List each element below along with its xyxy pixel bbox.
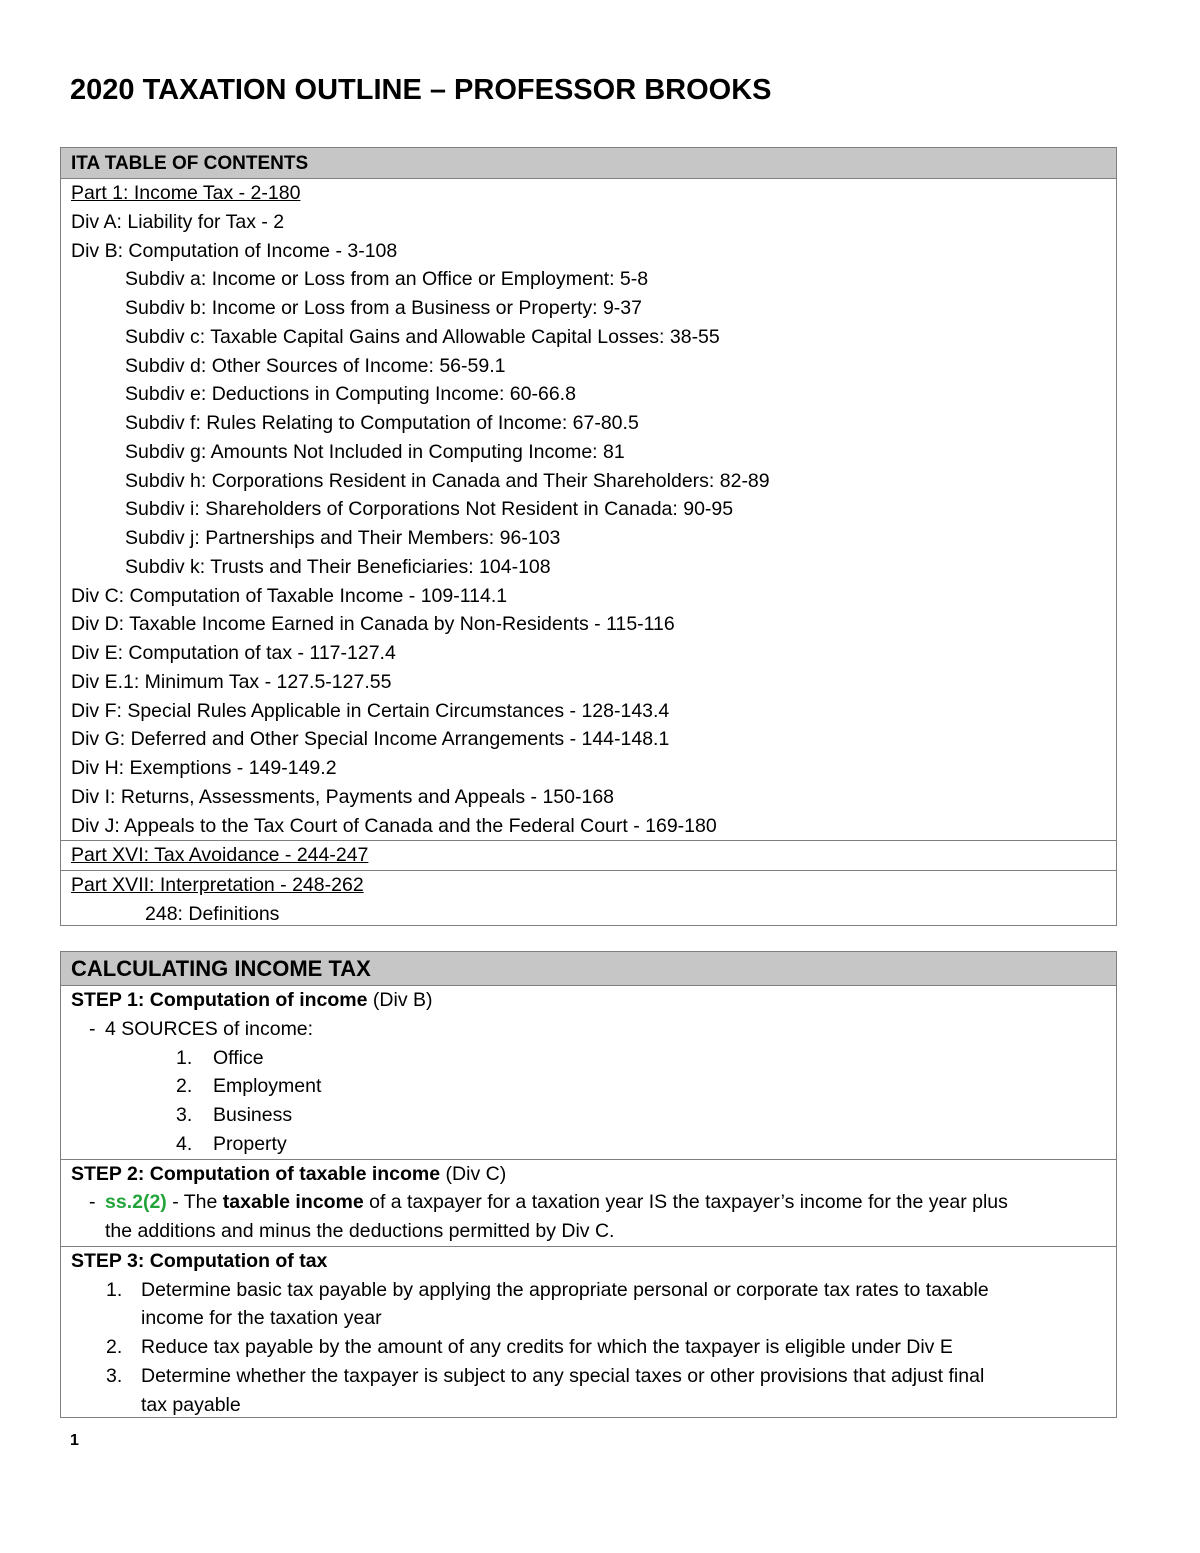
- toc-div-g: Div G: Deferred and Other Special Income Arrangements - 144-148.1: [71, 728, 670, 751]
- toc-part1-heading: Part 1: Income Tax - 2-180: [71, 182, 301, 204]
- list-number: 1.: [106, 1278, 123, 1301]
- step3-title: STEP 3: Computation of tax: [71, 1249, 328, 1272]
- toc-div-d: Div D: Taxable Income Earned in Canada by Non-Residents - 115-116: [71, 613, 675, 636]
- step2-text-b: of a taxpayer for a taxation year IS the taxpayer’s income for the year plus: [363, 1191, 1008, 1214]
- list-item: [61, 1276, 1116, 1305]
- list-number: 3.: [176, 1104, 193, 1126]
- list-text: Employment: [213, 1075, 322, 1098]
- list-text: Determine whether the taxpayer is subject to any special taxes or other provisions that adjust final: [141, 1364, 985, 1387]
- list-item: [61, 1044, 1116, 1073]
- list-item: [61, 1101, 1116, 1130]
- toc-subdiv-j: Subdiv j: Partnerships and Their Members: 96-103: [125, 527, 561, 549]
- toc-subdiv-b: Subdiv b: Income or Loss from a Business or Property: 9-37: [125, 297, 642, 319]
- dash-bullet: -: [89, 1017, 96, 1040]
- step2-section: [61, 1160, 1116, 1247]
- toc-header: ITA TABLE OF CONTENTS: [61, 148, 1116, 179]
- toc-subdiv-f: Subdiv f: Rules Relating to Computation of Income: 67-80.5: [125, 412, 639, 434]
- list-number: 1.: [176, 1046, 193, 1069]
- toc-definitions: 248: Definitions: [145, 902, 280, 925]
- toc-part17-section: [61, 871, 1116, 929]
- step2-heading: [61, 1160, 1116, 1189]
- toc-div-h: Div H: Exemptions - 149-149.2: [71, 757, 337, 779]
- toc-subdiv-e: Subdiv e: Deductions in Computing Income: 60-66.8: [125, 383, 576, 406]
- list-number: 3.: [106, 1364, 123, 1387]
- list-item: [61, 1072, 1116, 1101]
- list-text-continued: income for the taxation year: [141, 1307, 382, 1330]
- step1-bullet: [61, 1015, 1116, 1044]
- toc-subdiv-k: Subdiv k: Trusts and Their Beneficiaries: 104-108: [125, 555, 551, 578]
- toc-subdiv-i: Subdiv i: Shareholders of Corporations Not Resident in Canada: 90-95: [125, 498, 734, 521]
- statute-reference: ss.2(2): [105, 1191, 167, 1214]
- toc-div-i: Div I: Returns, Assessments, Payments and Appeals - 150-168: [71, 785, 615, 808]
- toc-subdiv-d: Subdiv d: Other Sources of Income: 56-59.1: [125, 354, 506, 377]
- step2-title: STEP 2: Computation of taxable income: [71, 1162, 441, 1185]
- toc-div-c: Div C: Computation of Taxable Income - 109-114.1: [71, 584, 508, 607]
- toc-table: [60, 147, 1117, 926]
- step1-section: [61, 986, 1116, 1160]
- toc-part16-section: [61, 841, 1116, 871]
- dash-bullet: -: [89, 1191, 96, 1214]
- step3-section: [61, 1247, 1116, 1420]
- calc-header: CALCULATING INCOME TAX: [61, 952, 1116, 986]
- step2-text-a: - The: [166, 1191, 223, 1214]
- list-text: Reduce tax payable by the amount of any credits for which the taxpayer is eligible under Div E: [141, 1336, 953, 1358]
- calc-table: [60, 951, 1117, 1418]
- list-item: [61, 1333, 1116, 1362]
- step2-bold-term: taxable income: [222, 1191, 364, 1214]
- toc-div-e1: Div E.1: Minimum Tax - 127.5-127.55: [71, 670, 392, 693]
- toc-subdiv-c: Subdiv c: Taxable Capital Gains and Allowable Capital Losses: 38-55: [125, 325, 720, 348]
- list-number: 2.: [176, 1075, 193, 1098]
- toc-div-e: Div E: Computation of tax - 117-127.4: [71, 642, 396, 664]
- toc-part16-heading: Part XVI: Tax Avoidance - 244-247: [71, 844, 369, 867]
- list-text: Business: [213, 1104, 293, 1126]
- step2-bullet: [61, 1188, 1116, 1217]
- list-item: [61, 1130, 1116, 1159]
- toc-div-f: Div F: Special Rules Applicable in Certain Circumstances - 128-143.4: [71, 699, 670, 722]
- step1-bullet-text: 4 SOURCES of income:: [105, 1017, 314, 1040]
- step1-heading: [61, 986, 1116, 1015]
- toc-part17-heading: Part XVII: Interpretation - 248-262: [71, 874, 364, 896]
- list-text: Property: [213, 1132, 287, 1155]
- list-text: Determine basic tax payable by applying the appropriate personal or corporate tax rates to taxable: [141, 1278, 989, 1301]
- step2-continuation: the additions and minus the deductions permitted by Div C.: [105, 1220, 615, 1242]
- list-number: 4.: [176, 1132, 193, 1155]
- toc-div-j: Div J: Appeals to the Tax Court of Canada and the Federal Court - 169-180: [71, 814, 717, 837]
- page-number: 1: [70, 1432, 79, 1449]
- list-text-continued: tax payable: [141, 1393, 241, 1416]
- step1-suffix: (Div B): [367, 989, 433, 1011]
- step2-suffix: (Div C): [440, 1162, 507, 1185]
- page-title: 2020 TAXATION OUTLINE – PROFESSOR BROOKS: [70, 74, 772, 106]
- toc-subdiv-h: Subdiv h: Corporations Resident in Canada and Their Shareholders: 82-89: [125, 469, 770, 492]
- toc-div-b: Div B: Computation of Income - 3-108: [71, 239, 398, 262]
- list-number: 2.: [106, 1336, 123, 1358]
- toc-subdiv-a: Subdiv a: Income or Loss from an Office or Employment: 5-8: [125, 268, 649, 291]
- toc-div-a: Div A: Liability for Tax - 2: [71, 210, 285, 233]
- list-text: Office: [213, 1046, 264, 1069]
- toc-subdiv-g: Subdiv g: Amounts Not Included in Computing Income: 81: [125, 440, 625, 463]
- list-item: [61, 1362, 1116, 1391]
- step1-title: STEP 1: Computation of income: [71, 989, 368, 1011]
- toc-part1-section: [61, 179, 1116, 841]
